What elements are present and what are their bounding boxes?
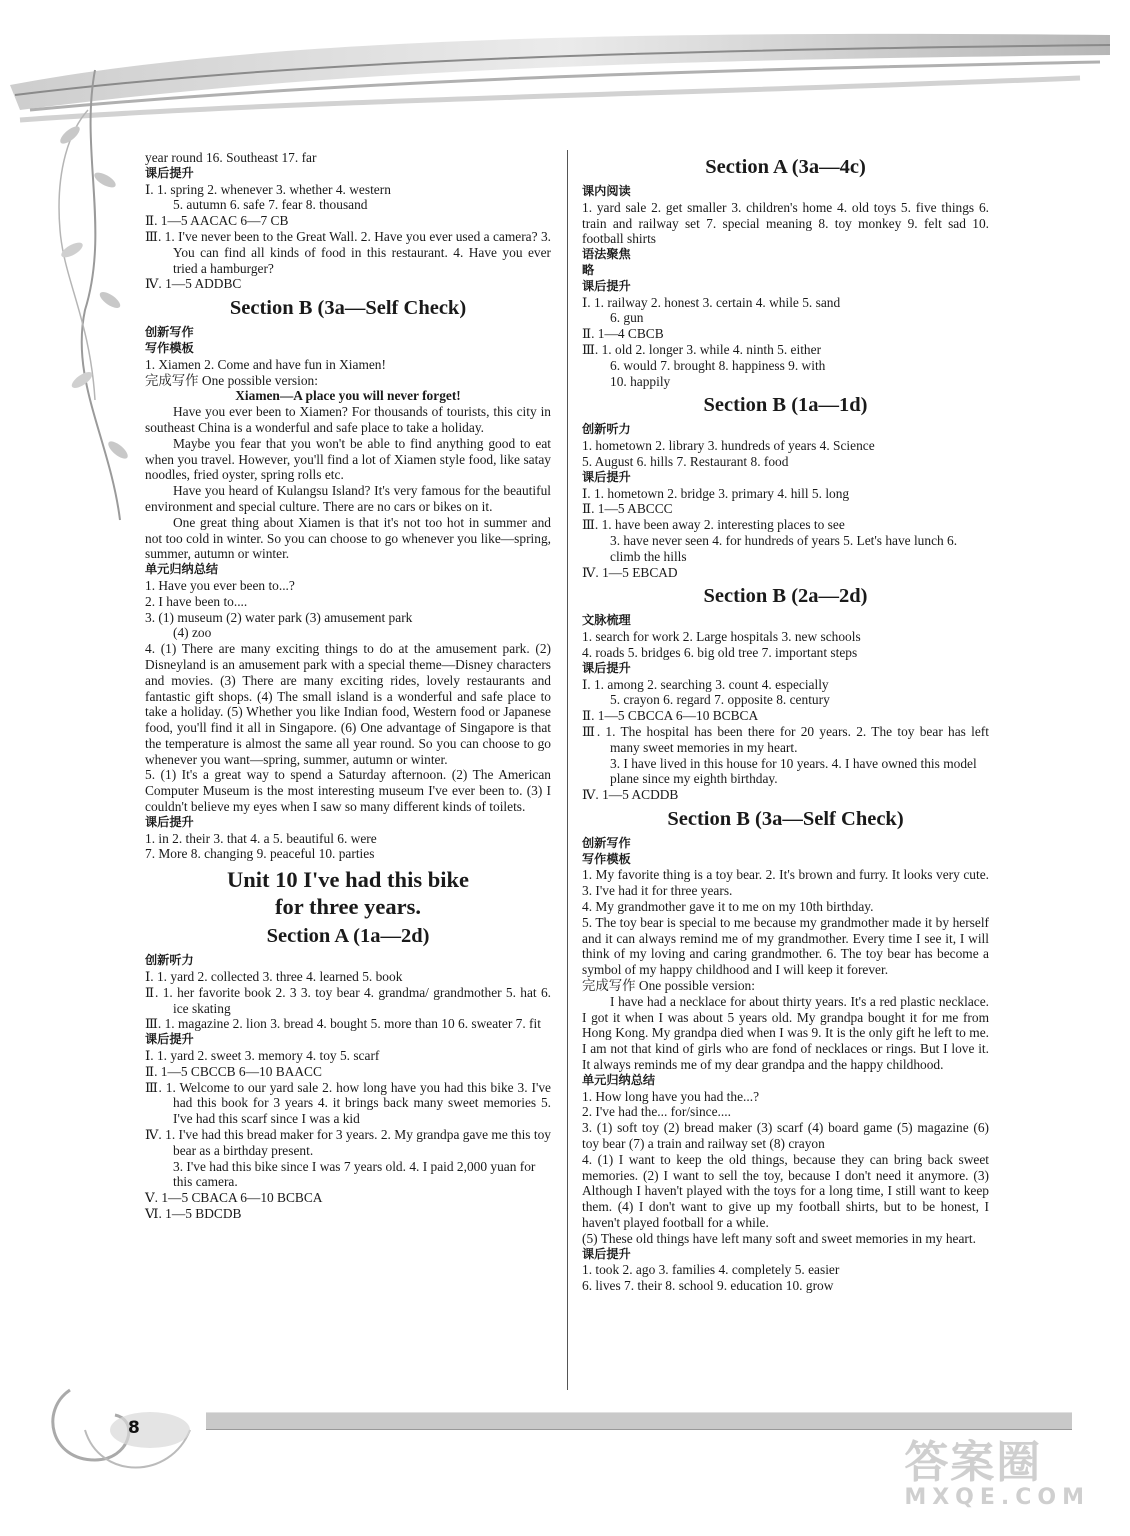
- left-column: [145, 150, 551, 1222]
- answer-line: 3. (1) soft toy (2) bread maker (3) scarf (4) board game (5) magazine (6) toy bear (7) a train and railway set (8) crayon: [582, 1120, 989, 1152]
- footer-swirl-decoration: [0, 1370, 210, 1536]
- answer-line: 6. gun: [610, 310, 644, 326]
- answer-line: (5) These old things have left many soft and sweet memories in my heart.: [582, 1230, 976, 1246]
- label-after-class: 课后提升: [582, 1246, 631, 1261]
- label-writing: 创新写作: [582, 835, 631, 850]
- essay-paragraph: One great thing about Xiamen is that it's not too hot in summer and not too cold in winter. So you can choose to go whenever you like—spring, summer, autumn or winter.: [145, 514, 551, 562]
- answer-line: Ⅱ. 1—4 CBCB: [582, 326, 664, 342]
- answer-line: 1. search for work 2. Large hospitals 3. new schools: [582, 629, 861, 645]
- answer-line: 完成写作 One possible version:: [582, 978, 755, 994]
- vine-decoration: [0, 0, 150, 560]
- section-heading: Section B (3a—Self Check): [667, 807, 904, 830]
- label-after-class: 课后提升: [145, 814, 194, 829]
- answer-line: Ⅱ. 1—5 AACAC 6—7 CB: [145, 213, 289, 229]
- section-heading: Section B (3a—Self Check): [229, 297, 467, 320]
- answer-line: 4. (1) There are many exciting things to do at the amusement park. (2) Disneyland is an amusement park with a special theme—Disney characters and movies. (3) There are many exciting rides, lovely restaurants and fantastic gift shops. (4) The small island is a wonderful and safe place to take a holiday. (5) Whether you like Indian food, Western food or Japanese food, you'll find it all in Singapore. (6) One advantage of Singapore is that the temperature is almost the same all year round. So you can choose to go whenever you want—spring, summer, autumn or winter.: [145, 641, 551, 767]
- answer-line: 4. (1) I want to keep the old things, because they can bring back sweet memories. (2) I want to sell the toy, because I don't need it anymore. (3) Although I haven't played with the toys for a long time, I still want to keep them. (4) I don't want to give up my football shirts, but to be honest, I haven't played football for a while.: [582, 1151, 989, 1231]
- answer-line: Ⅲ. 1. magazine 2. lion 3. bread 4. bought 5. more than 10 6. sweater 7. fit: [145, 1016, 541, 1032]
- answer-line: 1. My favorite thing is a toy bear. 2. It's brown and furry. It looks very cute. 3. I've had it for three years.: [582, 867, 989, 899]
- answer-line: Ⅲ. 1. old 2. longer 3. while 4. ninth 5. either: [582, 341, 822, 357]
- answer-line: Ⅲ. 1. Welcome to our yard sale 2. how long have you had this bike 3. I've had this book for 3 years 4. it brings back many sweet memories 5. I've had this scarf since I was a kid: [145, 1079, 551, 1127]
- page-number: 8: [128, 1418, 140, 1438]
- answer-line: Ⅱ. 1—5 CBCCB 6—10 BAACC: [145, 1063, 322, 1079]
- answer-line: 1. in 2. their 3. that 4. a 5. beautiful 6. were: [145, 830, 377, 846]
- label-after-class: 课后提升: [145, 1032, 194, 1047]
- answer-line: 1. hometown 2. library 3. hundreds of years 4. Science: [582, 438, 875, 454]
- essay-paragraph: Have you ever been to Xiamen? For thousands of tourists, this city in southeast China is a wonderful and safe place to take a holiday.: [145, 404, 551, 435]
- answer-line: 4. My grandmother gave it to me on my 10th birthday.: [582, 899, 874, 915]
- answer-line: 3. I have lived in this house for 10 years. 4. I have owned this model plane since my eighth birthday.: [610, 755, 977, 787]
- label-grammar: 语法聚焦: [582, 247, 631, 262]
- answer-line: 2. I've had the... for/since....: [582, 1104, 731, 1120]
- answer-line: 5. autumn 6. safe 7. fear 8. thousand: [173, 197, 368, 213]
- answer-line: 10. happily: [610, 373, 671, 389]
- label-context: 文脉梳理: [582, 613, 631, 628]
- label-reading: 课内阅读: [582, 184, 631, 198]
- section-heading: Section A (3a—4c): [705, 156, 866, 178]
- answer-line: 5. August 6. hills 7. Restaurant 8. food: [582, 453, 789, 469]
- answer-line: 完成写作 One possible version:: [145, 372, 318, 388]
- answer-line: 3. have never seen 4. for hundreds of years 5. Let's have lunch 6. climb the hills: [610, 532, 958, 564]
- column-divider: [567, 150, 568, 1390]
- answer-line: Ⅱ. 1. her favorite book 2. 3 3. toy bear 4. grandma/ grandmother 5. hat 6. ice skating: [145, 984, 551, 1016]
- answer-line: 3. (1) museum (2) water park (3) amusement park: [145, 609, 413, 625]
- essay-title: Xiamen—A place you will never forget!: [235, 388, 461, 404]
- essay-paragraph: Maybe you fear that you won't be able to find anything good to eat when you travel. However, you'll find a lot of Xiamen style food, like satay noodles, fried oyster, spring rolls etc.: [145, 435, 551, 483]
- label-template: 写作模板: [145, 340, 194, 355]
- answer-line: year round 16. Southeast 17. far: [145, 150, 317, 165]
- answer-line: 6. lives 7. their 8. school 9. education 10. grow: [582, 1278, 834, 1294]
- label-listening: 创新听力: [582, 422, 631, 437]
- answer-line: Ⅴ. 1—5 CBACA 6—10 BCBCA: [145, 1190, 323, 1206]
- label-template: 写作模板: [582, 851, 631, 866]
- unit-title-line1: Unit 10 I've had this bike: [227, 867, 469, 893]
- answer-line: Ⅳ. 1—5 ACDDB: [582, 787, 679, 803]
- answer-line: Ⅱ. 1—5 ABCCC: [582, 501, 673, 517]
- answer-line: 1. yard sale 2. get smaller 3. children's home 4. old toys 5. five things 6. train and railway set 7. special meaning 8. toy monkey 9. felt sad 10. football shirts: [582, 199, 989, 247]
- label-after-class: 课后提升: [145, 165, 194, 180]
- section-heading: Section B (1a—1d): [703, 394, 868, 417]
- answer-line: Ⅲ. 1. The hospital has been there for 20 years. 2. The toy bear has left many sweet memories in my heart.: [582, 723, 989, 755]
- unit-title-line2: for three years.: [275, 894, 421, 920]
- label-writing: 创新写作: [145, 325, 194, 340]
- label-unit-summary: 单元归纳总结: [582, 1072, 656, 1087]
- essay-paragraph: I have had a necklace for about thirty years. It's a red plastic necklace. I got it when I was about 5 years old. My grandpa bought it for me from Hong Kong. My grandpa died when I was 9. It is the only gift he left to me. I am not that kind of girls who are fond of necklaces or rings. But I love it. It always reminds me of my dear grandpa and the happy childhood.: [582, 993, 989, 1073]
- watermark-logo: [904, 1437, 1090, 1510]
- answer-line: 1. How long have you had the...?: [582, 1088, 760, 1104]
- footer-bar: [206, 1412, 1072, 1430]
- answer-line: 1. Xiamen 2. Come and have fun in Xiamen!: [145, 356, 386, 372]
- section-heading: Section B (2a—2d): [703, 585, 868, 608]
- answer-line: Ⅳ. 1—5 EBCAD: [582, 564, 678, 580]
- answer-line: Ⅰ. 1. spring 2. whenever 3. whether 4. western: [145, 181, 391, 197]
- answer-line: Ⅰ. 1. yard 2. collected 3. three 4. learned 5. book: [145, 969, 403, 985]
- grammar-omitted: 略: [582, 262, 595, 277]
- answer-line: 4. roads 5. bridges 6. big old tree 7. important steps: [582, 644, 858, 660]
- answer-line: 5. crayon 6. regard 7. opposite 8. century: [610, 692, 830, 708]
- answer-line: Ⅰ. 1. yard 2. sweet 3. memory 4. toy 5. scarf: [145, 1048, 380, 1064]
- essay-paragraph: Have you heard of Kulangsu Island? It's very famous for the beautiful environment and special culture. There are no cars or bikes on it.: [145, 483, 551, 514]
- answer-line: 3. I've had this bike since I was 7 years old. 4. I paid 2,000 yuan for this camera.: [173, 1158, 536, 1190]
- label-after-class: 课后提升: [582, 660, 631, 675]
- section-heading: Section A (1a—2d): [266, 925, 430, 948]
- answer-line: Ⅰ. 1. among 2. searching 3. count 4. especially: [582, 676, 829, 692]
- answer-line: 6. would 7. brought 8. happiness 9. with: [610, 357, 826, 373]
- answer-line: Ⅳ. 1—5 ADDBC: [145, 276, 242, 292]
- answer-line: Ⅰ. 1. hometown 2. bridge 3. primary 4. hill 5. long: [582, 485, 850, 501]
- label-unit-summary: 单元归纳总结: [145, 562, 219, 577]
- watermark-line2: MXQE.COM: [904, 1485, 1090, 1510]
- answer-line: 2. I have been to....: [145, 593, 248, 609]
- answer-line: 5. (1) It's a great way to spend a Saturday afternoon. (2) The American Computer Museum is the most interesting museum I've ever been to. (3) I couldn't believe my eyes when I saw so many different kinds of toilets.: [145, 767, 551, 815]
- label-after-class: 课后提升: [582, 278, 631, 293]
- answer-line: 1. Have you ever been to...?: [145, 577, 295, 593]
- answer-line: 1. took 2. ago 3. families 4. completely 5. easier: [582, 1262, 840, 1278]
- answer-line: 7. More 8. changing 9. peaceful 10. parties: [145, 846, 375, 862]
- answer-line: 5. The toy bear is special to me because my grandmother made it by herself and it can always remind me of my grandmother. Every time I see it, I will think of my loving and caring grandmother. 6. The toy bear has become a symbol of my happy childhood and I will keep it forever.: [582, 914, 989, 978]
- watermark-line1: 答案圈: [904, 1437, 1043, 1488]
- header-ribbon-decoration: [0, 0, 1130, 160]
- answer-line: Ⅲ. 1. I've never been to the Great Wall. 2. Have you ever used a camera? 3. You can find all kinds of food in this restaurant. 4. Have you ever tried a hamburger?: [145, 228, 551, 276]
- answer-line: (4) zoo: [173, 625, 212, 641]
- right-column: [582, 150, 989, 1294]
- answer-line: Ⅲ. 1. have been away 2. interesting places to see: [582, 517, 845, 533]
- answer-line: Ⅳ. 1. I've had this bread maker for 3 years. 2. My grandpa gave me this toy bear as a birthday present.: [145, 1127, 551, 1158]
- answer-line: Ⅵ. 1—5 BDCDB: [145, 1206, 242, 1222]
- answer-line: Ⅱ. 1—5 CBCCA 6—10 BCBCA: [582, 708, 759, 724]
- label-listening: 创新听力: [145, 953, 194, 968]
- answer-line: Ⅰ. 1. railway 2. honest 3. certain 4. while 5. sand: [582, 294, 841, 310]
- label-after-class: 课后提升: [582, 469, 631, 484]
